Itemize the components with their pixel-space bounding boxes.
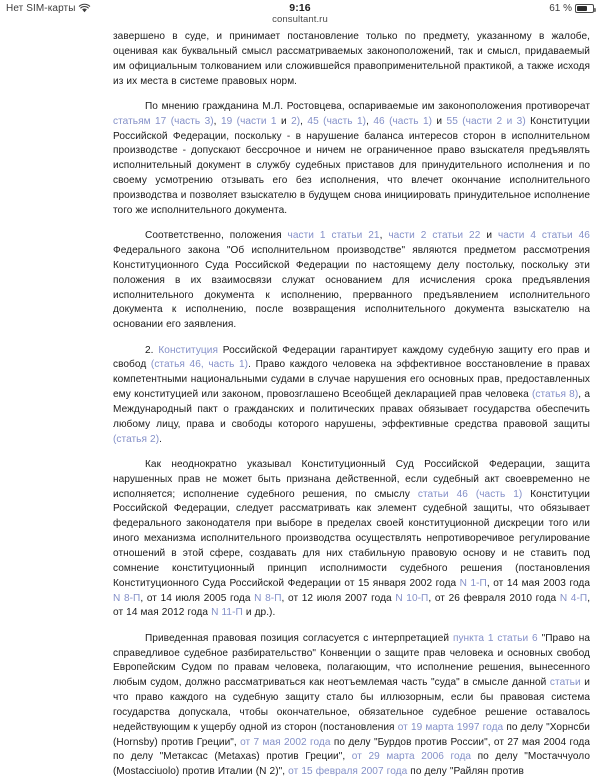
legal-reference-link[interactable]: Конституция (158, 344, 218, 356)
legal-reference-link[interactable]: от 15 февраля 2007 года (288, 766, 408, 778)
legal-reference-link[interactable]: статьи 46 (часть 1) (417, 488, 523, 500)
legal-reference-link[interactable]: 45 (часть 1) (307, 115, 367, 127)
paragraph-p-accordingly: Соответственно, положения части 1 статьи 21, части 2 статьи 22 и части 4 статьи 46 Федерального закона "Об исполнительном производстве" являются предметом рассмотрения Конституционного Суда Российской Федерации по настоящему делу постольку, поскольку эти положения в их взаимосвязи служат основанием для исчисления срока предъявления исполнительного документа к исполнению, прерванного предъявлением исполнительного документа к исполнению, после возвращения исполнительного документа взыскателю на основании его заявления. (113, 230, 590, 331)
status-bar-right (549, 3, 594, 14)
legal-reference-link[interactable]: 55 (части 2 и 3) (446, 115, 526, 127)
legal-reference-link[interactable]: N 4-П (559, 592, 588, 604)
paragraph-p-rostovtsev-opinion: По мнению гражданина М.Л. Ростовцева, оспариваемые им законоположения противоречат статьям 17 (часть 3), 19 (части 1 и 2), 45 (часть 1), 46 (часть 1) и 55 (части 2 и 3) Конституции Российской Федерации, поскольку - в нарушение баланса интересов сторон в исполнительном производстве - допускают бессрочное и ничем не ограниченное право взыскателя предъявлять исполнительный документ в службу судебных приставов для принудительного исполнения и по своему усмотрению отзывать его без исполнения, что влечет окончание исполнительного производства и позволяет взыскателю в будущем снова инициировать принудительное исполнение того же исполнительного документа. (113, 100, 590, 216)
legal-reference-link[interactable]: от 7 мая 2002 года (240, 736, 331, 748)
paragraph-p-court-repeatedly: Как неоднократно указывал Конституционный Суд Российской Федерации, защита нарушенных прав не может быть признана действенной, если судебный акт своевременно не исполняется; исполнение судебного решения, по смыслу статьи 46 (часть 1) Конституции Российской Федерации, следует рассматривать как элемент судебной защиты, что обязывает федерального законодателя при выборе в пределах своей конституционной дискреции того или иного механизма исполнительного производства осуществлять непротиворечивое регулирование отношений в этой сфере, создавать для них стабильную правовую основу и не ставить под сомнение конституционный принцип исполнимости судебного решения (постановления Конституционного Суда Российской Федерации от 15 января 2002 года N 1-П, от 14 мая 2003 года N 8-П, от 14 июля 2005 года N 8-П, от 12 июля 2007 года N 10-П, от 26 февраля 2010 года N 4-П, от 14 мая 2012 года N 11-П и др.). (113, 458, 591, 619)
document-body (0, 30, 600, 780)
legal-reference-link[interactable]: 19 (части 1 (220, 115, 277, 127)
legal-reference-link[interactable]: N 11-П (211, 607, 243, 619)
paragraph-p-echr-position: Приведенная правовая позиция согласуется с интерпретацией пункта 1 статьи 6 "Право на справедливое судебное разбирательство" Конвенции о защите прав человека и основных свобод Европейским Судом по правам человека, полагающим, что исполнение решения, вынесенного любым судом, должно рассматриваться как неотъемлемая часть "суда" в смысле данной статьи и что право каждого на судебную защиту стало бы иллюзорным, если бы правовая система государства допускала, чтобы окончательное, обязательное судебное решение оставалось недействующим к ущербу одной из сторон (постановления от 19 марта 1997 года по делу "Хорнсби (Hornsby) против Греции", от 7 мая 2002 года по делу "Бурдов против России", от 27 мая 2004 года по делу "Метаксас (Metaxas) против Греции", от 29 марта 2006 года по делу "Мостаччуоло (Mostacciuolo) против Италии (N 2)", от 15 февраля 2007 года по делу "Райлян против (113, 632, 590, 778)
legal-reference-link[interactable]: N 10-П (395, 592, 429, 604)
legal-reference-link[interactable]: части 2 статьи 22 (388, 230, 481, 242)
legal-reference-link[interactable]: статьи (549, 677, 581, 689)
battery-percent-label: 61 % (549, 3, 572, 14)
legal-reference-link[interactable]: 2) (291, 115, 301, 127)
paragraph-p-intro-continuation: завершено в суде, и принимает постановление только по предмету, указанному в жалобе, оценивая как буквальный смысл рассматриваемых законоположений, так и смысл, придаваемый им официальным толкованием или сложившейся правоприменительной практикой, а также исходя из их места в системе правовых норм. (113, 31, 590, 87)
legal-reference-link[interactable]: (статья 46, часть 1) (150, 359, 249, 371)
legal-reference-link[interactable]: N 8-П (254, 592, 282, 604)
carrier-label: Нет SIM-карты (6, 3, 76, 14)
status-bar (0, 0, 600, 30)
clock-label: 9:16 (289, 2, 311, 14)
legal-reference-link[interactable]: пункта 1 статьи 6 (452, 632, 538, 644)
battery-icon (575, 4, 594, 13)
document-page (0, 30, 600, 778)
legal-reference-link[interactable]: 46 (часть 1) (373, 115, 433, 127)
legal-reference-link[interactable]: N 1-П (459, 577, 487, 589)
legal-reference-link[interactable]: (статья 2) (113, 433, 160, 445)
legal-reference-link[interactable]: N 8-П (113, 592, 141, 604)
legal-reference-link[interactable]: от 19 марта 1997 года (397, 721, 504, 733)
legal-reference-link[interactable]: от 29 марта 2006 года (351, 751, 472, 763)
paragraph-p-section-2: 2. Конституция Российской Федерации гарантирует каждому судебную защиту его прав и свобод (статья 46, часть 1). Право каждого человека на эффективное восстановление в правах компетентными национальными судами в случае нарушения его основных прав, предоставленных ему конституцией или законом, провозглашено Всеобщей декларацией прав человека (статья 8), а Международный пакт о гражданских и политических правах обязывает государства обеспечить любому лицу, права и свободы которого нарушены, эффективные средства правовой защиты (статья 2). (113, 344, 591, 445)
legal-reference-link[interactable]: статьям 17 (часть 3) (113, 115, 214, 127)
legal-reference-link[interactable]: части 4 статьи 46 (497, 230, 590, 242)
legal-reference-link[interactable]: части 1 статьи 21 (287, 230, 380, 242)
status-bar-center (0, 2, 600, 26)
site-url-label: consultant.ru (272, 14, 328, 26)
legal-reference-link[interactable]: (статья 8) (531, 389, 579, 401)
